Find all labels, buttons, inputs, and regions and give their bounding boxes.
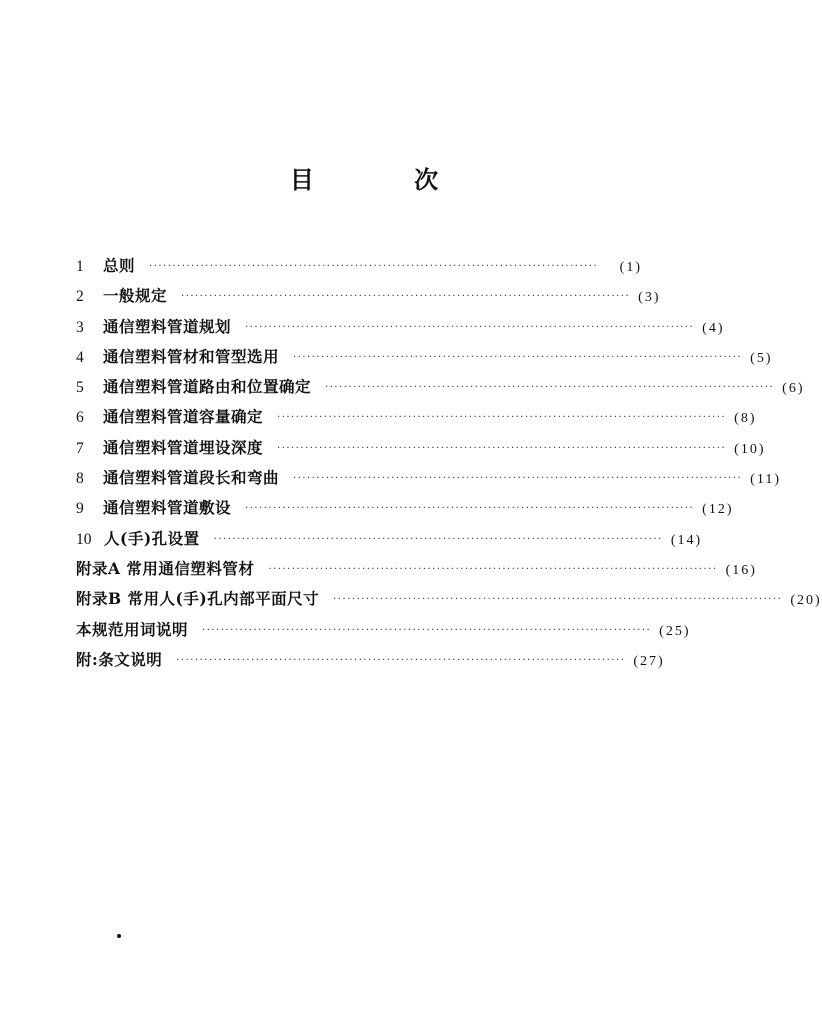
toc-number: 4 <box>76 348 84 366</box>
toc-entry[interactable] <box>76 405 757 435</box>
toc-page: (20) <box>790 593 822 609</box>
toc-label: 通信塑料管道埋设深度 <box>103 437 264 457</box>
dot-leader: ································································································ <box>149 261 599 272</box>
dot-leader: ································································································ <box>268 563 718 575</box>
toc-label: 附:条文说明 <box>76 649 163 669</box>
toc-label: 通信塑料管道容量确定 <box>103 407 264 427</box>
toc-label: 附录B 常用人(手)孔内部平面尺寸 <box>76 589 320 609</box>
dot-leader: ································································································ <box>293 351 743 363</box>
toc-label: 通信塑料管道段长和弯曲 <box>103 468 280 488</box>
toc-entry[interactable] <box>76 466 781 496</box>
toc-number: 7 <box>76 439 84 457</box>
toc-page: (8) <box>734 411 757 427</box>
toc-entry-wording[interactable] <box>76 618 691 648</box>
dot-leader: ································································································ <box>293 473 743 485</box>
dot-leader: ································································································ <box>333 594 783 606</box>
page-title: 目 次 <box>289 165 485 194</box>
toc-page: (16) <box>725 562 757 578</box>
toc-number: 6 <box>76 409 84 427</box>
dot-leader: ································································································ <box>245 321 695 333</box>
dot-leader: ································································································ <box>181 291 631 303</box>
toc-page: (12) <box>702 502 734 518</box>
dot-leader: ································································································ <box>213 533 663 545</box>
dot-leader: ································································································ <box>176 654 626 666</box>
dot-leader: ································································································ <box>325 382 775 394</box>
toc-number: 8 <box>76 470 84 488</box>
toc-page: (4) <box>702 320 725 336</box>
toc-number: 1 <box>76 258 84 275</box>
dot-leader: ································································································ <box>277 412 727 424</box>
toc-label: 通信塑料管道规划 <box>103 316 232 336</box>
toc-label: 通信塑料管道敷设 <box>103 498 232 518</box>
toc-entry[interactable] <box>76 254 642 284</box>
toc-entry[interactable] <box>76 436 766 466</box>
toc-label: 通信塑料管道路由和位置确定 <box>103 377 312 397</box>
toc-page: (6) <box>782 381 805 397</box>
dot-leader: ································································································ <box>202 624 652 636</box>
toc-entry[interactable] <box>76 345 773 375</box>
toc-page: (14) <box>670 532 703 548</box>
toc-number: 10 <box>76 530 92 548</box>
dot-leader: ································································································ <box>245 503 695 515</box>
toc-label: 人(手)孔设置 <box>104 528 200 548</box>
toc-number: 5 <box>76 379 84 397</box>
dot-leader: ································································································ <box>277 442 727 454</box>
toc-page: (5) <box>750 350 773 366</box>
toc-page: (3) <box>638 290 661 306</box>
toc-entry[interactable] <box>76 527 703 557</box>
toc-entry-commentary[interactable] <box>76 648 665 678</box>
toc-number: 2 <box>76 288 84 306</box>
toc-entry[interactable] <box>76 375 805 405</box>
toc-number: 9 <box>76 500 84 518</box>
toc-number: 3 <box>76 318 84 336</box>
toc-label: 总则 <box>103 256 136 275</box>
toc-label: 附录A 常用通信塑料管材 <box>76 558 255 578</box>
toc-page: (27) <box>633 653 665 669</box>
toc-entry[interactable] <box>76 284 661 314</box>
toc-page: (1) <box>619 260 642 275</box>
toc-page: (25) <box>659 623 691 639</box>
toc-entry[interactable] <box>76 315 725 345</box>
toc-label: 一般规定 <box>103 286 168 306</box>
toc-entry-appendix-a[interactable] <box>76 557 757 587</box>
table-of-contents <box>76 254 822 678</box>
toc-label: 本规范用词说明 <box>76 619 189 639</box>
toc-label: 通信塑料管材和管型选用 <box>103 346 280 366</box>
toc-page: (11) <box>750 472 781 488</box>
toc-entry-appendix-b[interactable] <box>76 587 822 617</box>
stray-mark <box>117 934 121 938</box>
toc-entry[interactable] <box>76 496 734 526</box>
toc-page: (10) <box>734 441 766 457</box>
